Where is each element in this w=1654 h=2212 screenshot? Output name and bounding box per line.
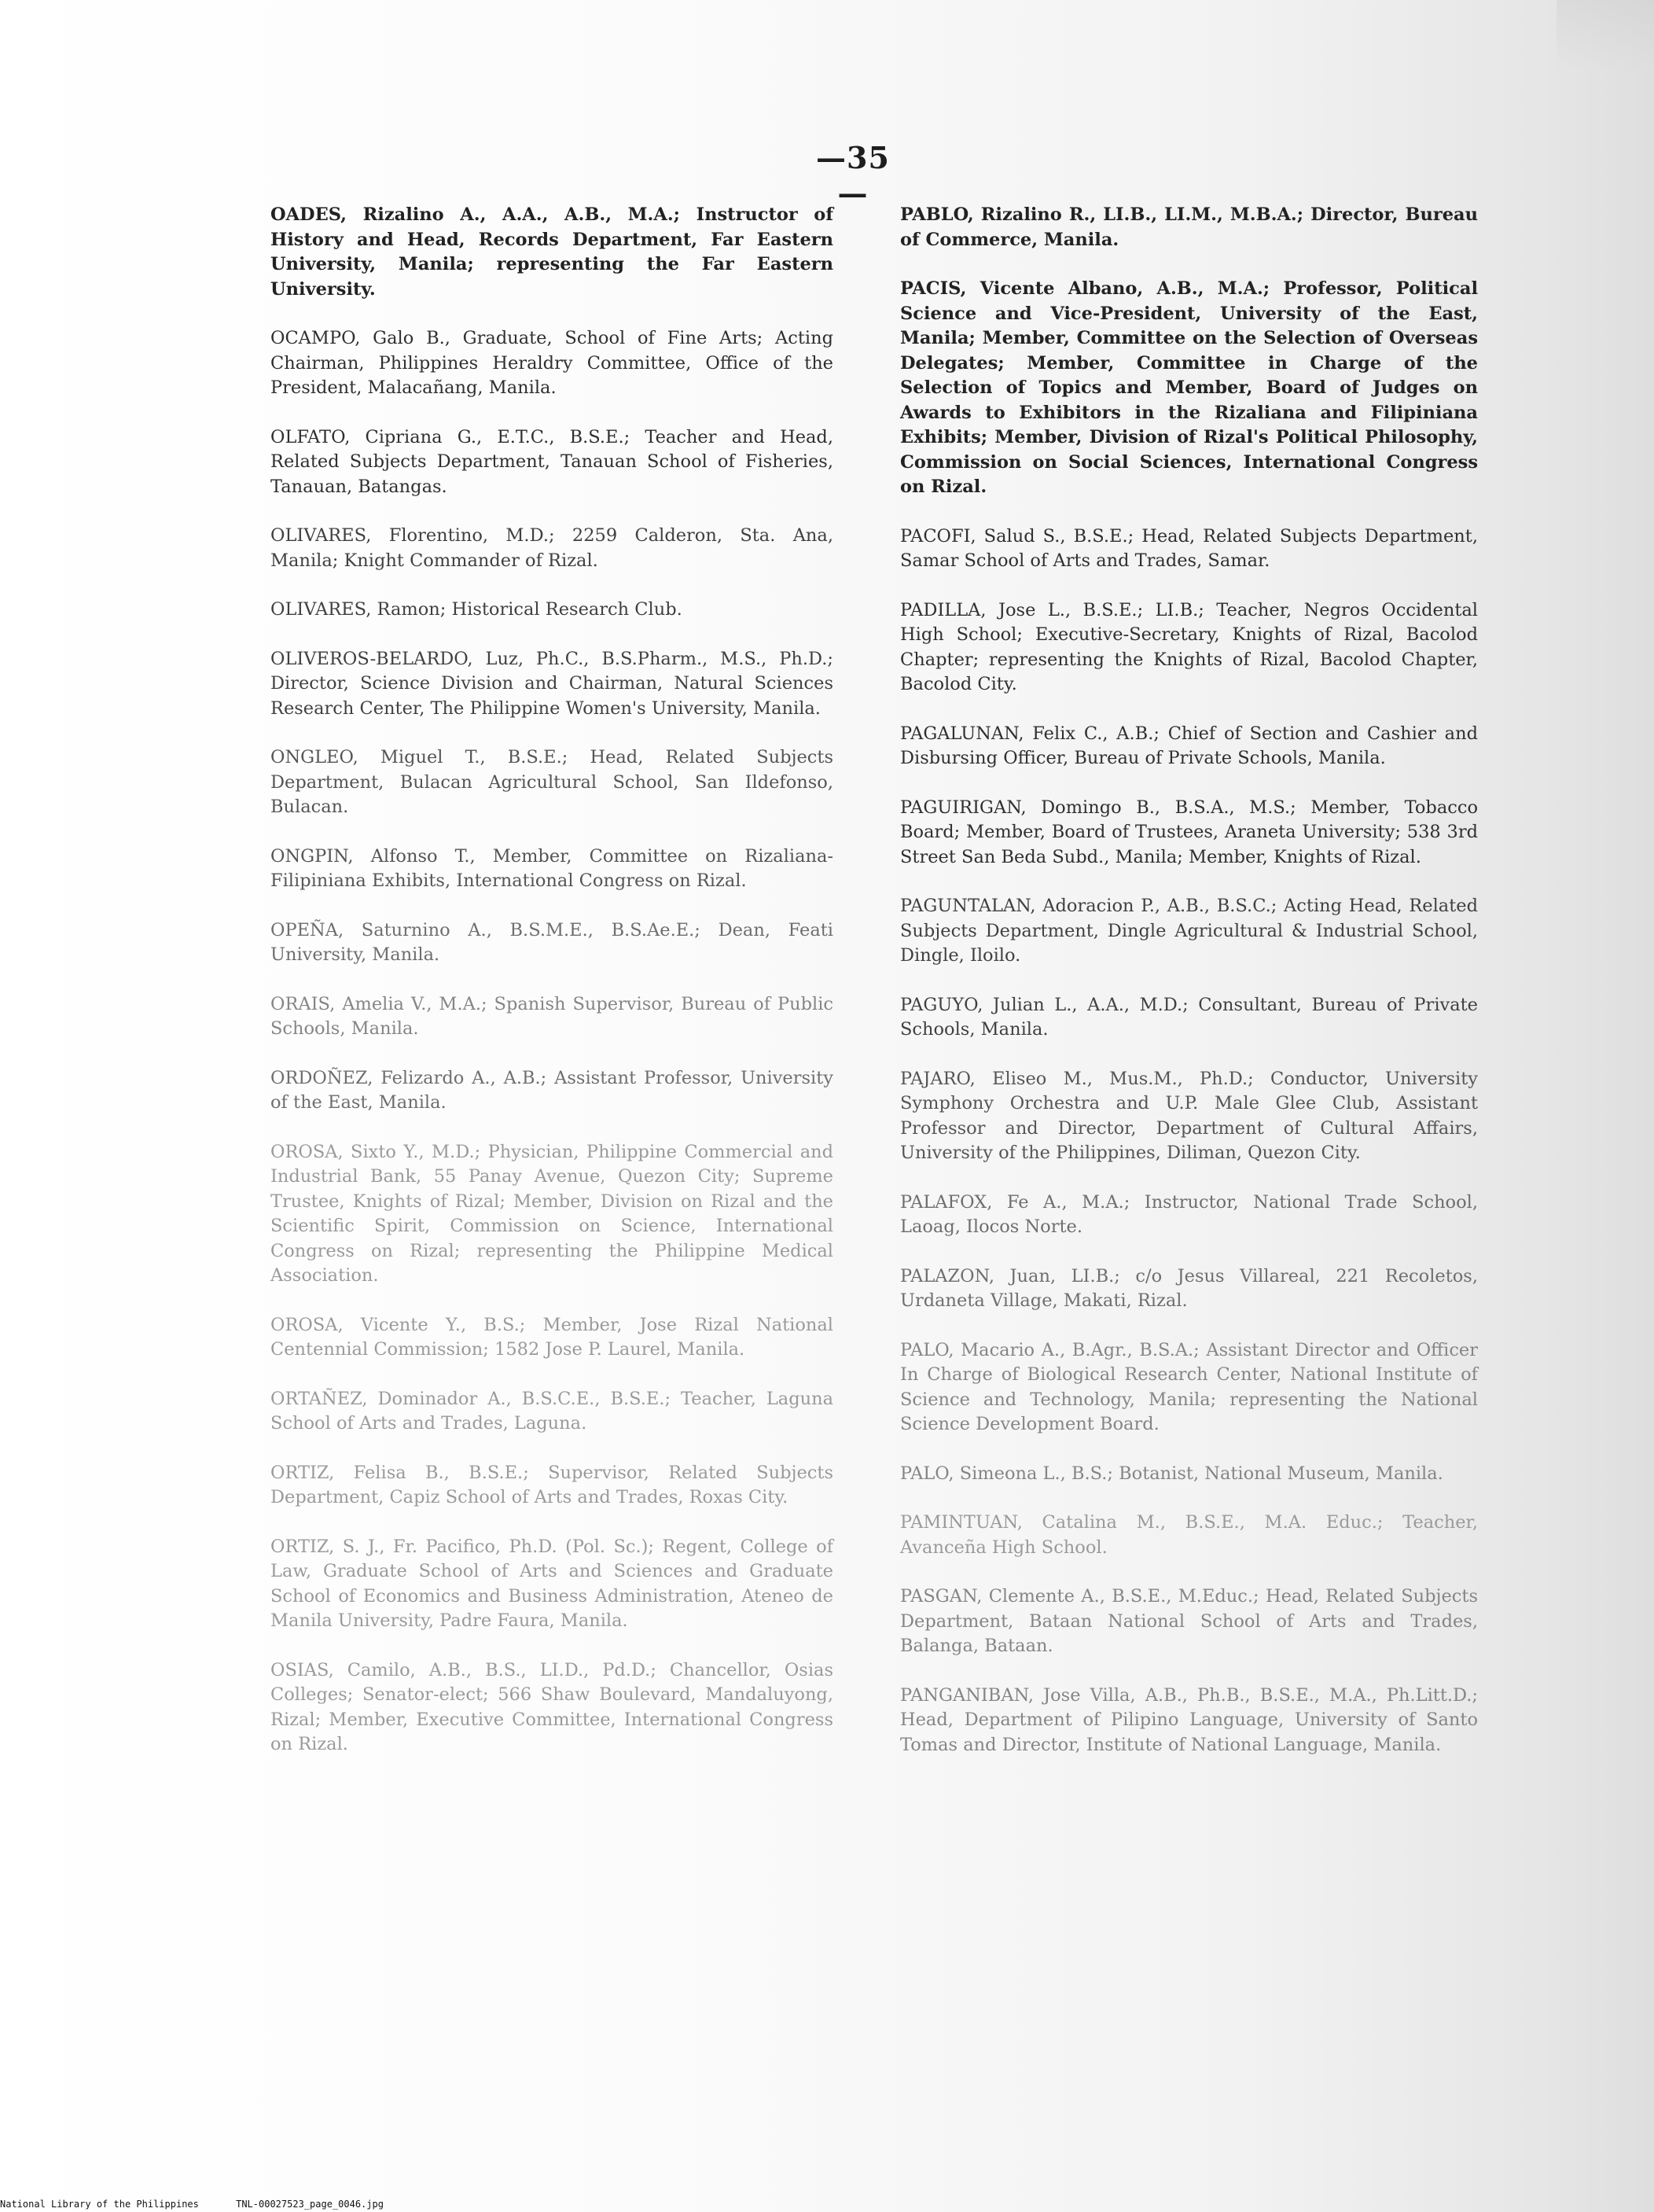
directory-entry: ORTAÑEZ, Dominador A., B.S.C.E., B.S.E.; Teacher, Laguna School of Arts and Trades, Laguna. [270,1388,833,1434]
directory-entry: PALAFOX, Fe A., M.A.; Instructor, National Trade School, Laoag, Ilocos Norte. [900,1191,1478,1237]
directory-entry: OSIAS, Camilo, A.B., B.S., LI.D., Pd.D.; Chancellor, Osias Colleges; Senator-elect; 566 Shaw Boulevard, Mandaluyong, Rizal; Member, Executive Committee, International Congress on Rizal. [270,1659,833,1754]
directory-entry: OLFATO, Cipriana G., E.T.C., B.S.E.; Teacher and Head, Related Subjects Department, Tanauan School of Fisheries, Tanauan, Batangas. [270,426,833,497]
scan-footer [0,2199,415,2210]
left-column [270,203,833,1782]
directory-entry: OCAMPO, Galo B., Graduate, School of Fine Arts; Acting Chairman, Philippines Heraldry Committee, Office of the President, Malacañang, Manila. [270,328,833,398]
directory-entry: PAMINTUAN, Catalina M., B.S.E., M.A. Educ.; Teacher, Avanceña High School. [900,1512,1478,1558]
directory-entry: ONGLEO, Miguel T., B.S.E.; Head, Related Subjects Department, Bulacan Agricultural School, San Ildefonso, Bulacan. [270,747,833,817]
directory-entry: PACOFI, Salud S., B.S.E.; Head, Related Subjects Department, Samar School of Arts and Trades, Samar. [900,525,1478,571]
directory-entry: PAGUNTALAN, Adoracion P., A.B., B.S.C.; Acting Head, Related Subjects Department, Dingle Agricultural & Industrial School, Dingle, Iloilo. [900,896,1478,966]
directory-entry: OROSA, Sixto Y., M.D.; Physician, Philippine Commercial and Industrial Bank, 55 Panay Avenue, Quezon City; Supreme Trustee, Knights of Rizal; Member, Division on Rizal and the Scientific Spirit, Commission on Science, International Congress on Rizal; representing the Philippine Medical Association. [270,1141,833,1286]
right-column [900,203,1478,1782]
directory-entry: PACIS, Vicente Albano, A.B., M.A.; Professor, Political Science and Vice-President, University of the East, Manila; Member, Committee on the Selection of Overseas Delegates; Member, Committee in Charge of the Selection of Topics and Member, Board of Judges on Awards to Exhibitors in the Rizaliana and Filipiniana Exhibits; Member, Division of Rizal's Political Philosophy, Commission on Social Sciences, International Congress on Rizal. [900,278,1478,497]
directory-entry: ORTIZ, S. J., Fr. Pacifico, Ph.D. (Pol. Sc.); Regent, College of Law, Graduate School of Arts and Sciences and Graduate School of Economics and Business Administration, Ateneo de Manila University, Padre Faura, Manila. [270,1536,833,1631]
footer-filename: TNL-00027523_page_0046.jpg [236,2199,384,2210]
directory-entry: PADILLA, Jose L., B.S.E.; LI.B.; Teacher, Negros Occidental High School; Executive-Secretary, Knights of Rizal, Bacolod Chapter; representing the Knights of Rizal, Bacolod Chapter, Bacolod City. [900,599,1478,694]
directory-entry: OLIVARES, Ramon; Historical Research Club. [270,599,682,620]
directory-entry: PALO, Simeona L., B.S.; Botanist, National Museum, Manila. [900,1463,1443,1484]
scan-shadow [1557,0,1654,71]
directory-entry: ORAIS, Amelia V., M.A.; Spanish Supervisor, Bureau of Public Schools, Manila. [270,993,833,1039]
directory-entry: PABLO, Rizalino R., LI.B., LI.M., M.B.A.; Director, Bureau of Commerce, Manila. [900,204,1478,250]
directory-entry: OLIVARES, Florentino, M.D.; 2259 Calderon, Sta. Ana, Manila; Knight Commander of Rizal. [270,525,833,571]
directory-entry: PAGUIRIGAN, Domingo B., B.S.A., M.S.; Member, Tobacco Board; Member, Board of Trustees, Araneta University; 538 3rd Street San Beda Subd., Manila; Member, Knights of Rizal. [900,797,1478,867]
directory-entry: PAGUYO, Julian L., A.A., M.D.; Consultant, Bureau of Private Schools, Manila. [900,994,1478,1040]
directory-entry: OROSA, Vicente Y., B.S.; Member, Jose Rizal National Centennial Commission; 1582 Jose P. Laurel, Manila. [270,1314,833,1360]
directory-entry: PAJARO, Eliseo M., Mus.M., Ph.D.; Conductor, University Symphony Orchestra and U.P. Male Glee Club, Assistant Professor and Director, Department of Cultural Affairs, University of the Philippines, Diliman, Quezon City. [900,1068,1478,1163]
directory-entry: PALAZON, Juan, LI.B.; c/o Jesus Villareal, 221 Recoletos, Urdaneta Village, Makati, Rizal. [900,1265,1478,1311]
directory-entry: PAGALUNAN, Felix C., A.B.; Chief of Section and Cashier and Disbursing Officer, Bureau of Private Schools, Manila. [900,723,1478,768]
directory-entry: ORDOÑEZ, Felizardo A., A.B.; Assistant Professor, University of the East, Manila. [270,1067,833,1113]
directory-entry: OADES, Rizalino A., A.A., A.B., M.A.; Instructor of History and Head, Records Department, Far Eastern University, Manila; representing the Far Eastern University. [270,204,833,300]
footer-library: National Library of the Philippines [0,2199,199,2210]
directory-entry: PALO, Macario A., B.Agr., B.S.A.; Assistant Director and Officer In Charge of Biological Research Center, National Institute of Science and Technology, Manila; representing the National Science Development Board. [900,1339,1478,1434]
directory-entry: PANGANIBAN, Jose Villa, A.B., Ph.B., B.S.E., M.A., Ph.Litt.D.; Head, Department of Pilipino Language, University of Santo Tomas and Director, Institute of National Language, Manila. [900,1684,1478,1755]
directory-entry: OLIVEROS-BELARDO, Luz, Ph.C., B.S.Pharm., M.S., Ph.D.; Director, Science Division and Chairman, Natural Sciences Research Center, The Philippine Women's University, Manila. [270,648,833,719]
directory-entry: ORTIZ, Felisa B., B.S.E.; Supervisor, Related Subjects Department, Capiz School of Arts and Trades, Roxas City. [270,1462,833,1507]
directory-entry: PASGAN, Clemente A., B.S.E., M.Educ.; Head, Related Subjects Department, Bataan National School of Arts and Trades, Balanga, Bataan. [900,1586,1478,1656]
page-number: —35— [816,140,890,211]
directory-entry: OPEÑA, Saturnino A., B.S.M.E., B.S.Ae.E.; Dean, Feati University, Manila. [270,919,833,965]
directory-entry: ONGPIN, Alfonso T., Member, Committee on Rizaliana-Filipiniana Exhibits, International Congress on Rizal. [270,845,833,891]
